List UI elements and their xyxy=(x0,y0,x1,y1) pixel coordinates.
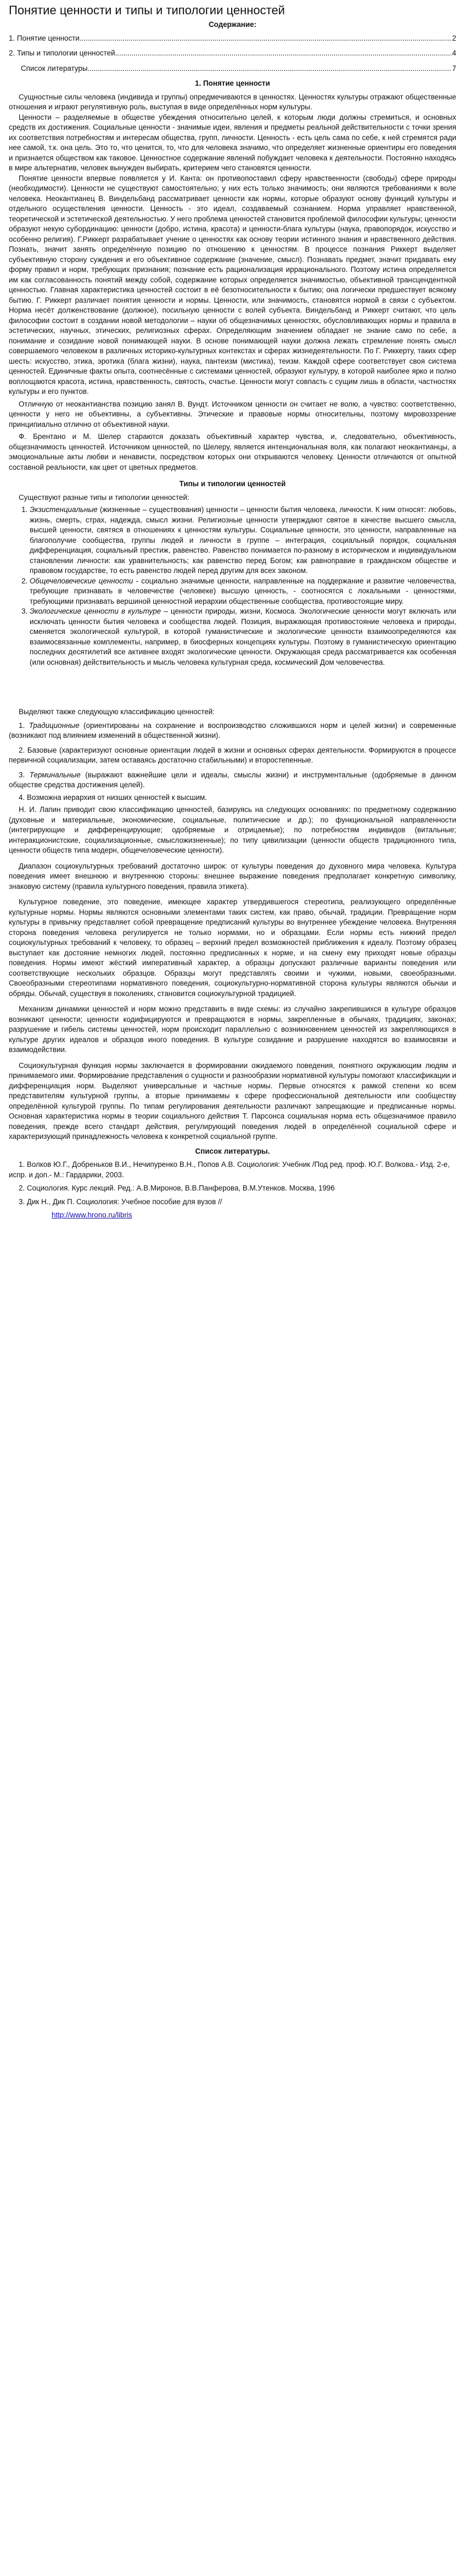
toc-dot-leader xyxy=(80,34,451,44)
literature-item: 2. Социология. Курс лекций. Ред.: А.В.Миронов, В.В.Панферова, В.М.Утенков. Москва, 1996 xyxy=(19,1184,335,1192)
classification-item xyxy=(9,770,456,791)
list-item xyxy=(30,576,456,607)
toc-item-page: 2 xyxy=(452,34,456,42)
item-term: Терминальные xyxy=(29,770,81,779)
item-number: 2. xyxy=(19,745,27,754)
literature-heading: Список литературы. xyxy=(195,1147,270,1155)
paragraph: Отличную от неокантианства позицию занял В. Вундт. Источником ценности он считает не волю, а чувство: соответственно, ценности у него не объективны, а субъективны. Этические и правовые нормы относительны, поэтому мировоззрение принципиально отлично от объективной науки. xyxy=(9,399,456,429)
list-intro: Существуют разные типы и типологии ценностей: xyxy=(19,493,189,502)
toc-item-page: 4 xyxy=(452,49,456,57)
toc-item-label: 2. Типы и типологии ценностей xyxy=(9,49,115,57)
list-item xyxy=(30,505,456,576)
paragraph: 4. Возможна иерархия от низших ценностей к высшим. xyxy=(19,793,207,802)
paragraph: Ф. Брентано и М. Шелер стараются доказать объективный характер чувства, и, следовательно, объективность, общезначимость ценностей. Источником ценностей, по Шелеру, является интенциональная воля, как полагают неокантианцы, а эмоциональные акты любви и ненависти, посредством которых они открываются человеку. Ценности отличаются от опытной составной реальности, как цвет от цветных предметов. xyxy=(9,432,456,471)
literature-item: 3. Дик Н., Дик П. Социология: Учебное пособие для вузов // xyxy=(19,1197,222,1206)
paragraph: Механизм динамики ценностей и норм можно представить в виде схемы: из случайно закрепившихся в культуре образцов возникают ценности; ценности кодифицируются и превращаются в нормы, закрепленные в обычаях, традициях, законах; разрушение и гибель системы ценностей, норм происходит параллельно с возникновением ценностей из закрепляющихся в культуре других идеалов и образцов иного поведения. В культуре созидание и разрушение находятся во взаимосвязи и взаимодействии. xyxy=(9,1005,456,1054)
literature-item: 1. Волков Ю.Г., Добреньков В.И., Нечипуренко В.Н., Попов А.В. Социология: Учебник /Под ред. проф. Ю.Г. Волкова.- Изд. 2-е, испр. и доп.- М.: Гардарики, 2003. xyxy=(9,1160,450,1179)
section-heading: Типы и типологии ценностей xyxy=(179,480,286,488)
item-number: 1. xyxy=(19,721,29,730)
toc-dot-leader xyxy=(88,64,451,74)
paragraph: Культурное поведение, это поведение, имеющее характер утвердившегося стереотипа, реализующего определённые культурные нормы. Нормы являются основными элементами таких систем, как право, обычай, традиции. Превращение норм культуры в привычку представляет собой превращение предписаний культуры во внутреннее убеждение человека. Внутренняя сторона поведения человека регулируется не только нормами, но и образцами. Если нормы есть нижний предел социокультурных требований к человеку, то образец – верхний предел возможностей приближения к идеалу. Поэтому образец выступает как достояние немногих людей, постоянно предписанных к норме, и на смену ему приходят новые образцы поведения. Нормы имеют жёсткий императивный характер, а образцы допускают различные варианты поведения или соответствующие нескольких образцов. Образцы могут представлять своими и чужими, новыми, своеобразными. Своеобразными стереотипами нормативного поведения, социокультурно-нормативной сторона культуры являются обычаи и обряды. Обычай, существуя в поколениях, становится социокультурной традицией. xyxy=(9,898,456,998)
item-term: Традиционные xyxy=(29,721,80,730)
list-item-term: Общечеловеческие ценности xyxy=(30,576,133,585)
item-number: 3. xyxy=(19,770,30,779)
toc-item[interactable] xyxy=(9,34,456,44)
item-text: Базовые (характеризуют основные ориентации людей в жизни и основных сферах деятельности. Формируются в процессе первичной социализации, затем оставаясь достаточно стабильными) и второстепенные. xyxy=(9,745,456,764)
list-item-term: Экологические ценности в культуре xyxy=(30,607,161,615)
paragraph: Сущностные силы человека (индивида и группы) опредмечиваются в ценностях. Ценностях культуры отражают общественные отношения и играют регулятивную роль, выступая в виде определённых норм культуры. xyxy=(9,92,456,111)
list-item-text: (жизненные – существования) ценности – ценности бытия человека, личности. К ним относят: любовь, жизнь, смерть, страх, надежда, смысл жизни. Религиозные ценности утверждают святое в качестве высшего смысла, высшей ценности, святяся в отношениях к ценностям культуры. Социальные ценности, это ценности, направленные на благополучие сообщества, группы людей и личности в группе – интеграция, социальный порядок, социальная дифференциация, социальный престиж, равенство. Равенство понимается по-разному в историческом и индивидуальном становлении личности: как уравнительность; как равенство перед Богом; как равноправие в гражданском обществе и правовом государстве, то есть равенство людей перед другим для всех законом. xyxy=(30,505,456,575)
list-item-text: - социально значимые ценности, направленные на поддержание и развитие человечества, требующие признавать в человечестве (человеке) высшую ценность, - соотносятся с локальными - ценностями, требующими признавать вершиной ценностной иерархии общественные сообщества, противостоящие миру. xyxy=(30,576,456,605)
classification-intro: Выделяют также следующую классификацию ценностей: xyxy=(19,708,215,716)
section-heading: 1. Понятие ценности xyxy=(195,79,270,87)
toc-item[interactable] xyxy=(9,48,456,59)
document-page xyxy=(0,0,465,1229)
item-text: (выражают важнейшие цели и идеалы, смыслы жизни) и инструментальные (одобряемые в данном обществе средства достижения целей). xyxy=(9,770,456,789)
toc-heading: Содержание: xyxy=(209,20,256,29)
list-item xyxy=(30,607,456,667)
classification-item xyxy=(9,745,456,766)
toc-item-label: 1. Понятие ценности xyxy=(9,34,80,42)
paragraph: Диапазон социокультурных требований достаточно широк: от культуры поведения до духовного мира человека. Культура поведения имеет внешнюю и внутреннюю стороны: внешнее выражение поведения предполагает конкретную символику, знаковую систему (правила культурного поведения, правила этикета). xyxy=(9,861,456,891)
types-list xyxy=(9,505,456,667)
item-text: (ориентированы на сохранение и воспроизводство сложившихся норм и целей жизни) и современные (возникают под влиянием изменений в общественной жизни). xyxy=(9,721,457,739)
toc-item-page: 7 xyxy=(452,64,456,73)
literature-link[interactable]: http://www.hrono.ru/libris xyxy=(52,1211,132,1219)
paragraph: Понятие ценности впервые появляется у И. Канта: он противопоставил сферу нравственности (свободы) сфере природы (необходимости). Ценности не существуют самостоятельно; у них есть только значимость; они являются требованиями к воле человека. Неокантианец В. Виндельбанд рассматривает ценности как нормы, которые образуют основу функций культуры и отдельного осуществления ценности. Ценность - это идеал, создаваемый сознанием. Норма управляет нравственной, теоретической и эстетической деятельностью. У него проблема ценностей становится проблемой философии культуры; ценности образуют некую субординацию: ценности (добро, истина, красота) и ценности-блага культуры (наука, правопорядок, искусство и особенно религия). Г.Риккерт разрабатывает учение о ценностях как основу теории истинного знания и нравственного действия. Познать, значит занять определённую позицию по отношению к ценностям. В процессе познания Риккерт выделяет субъективную сторону суждения и его объективное содержание (значение, смысл). Познавать предмет, значит придавать ему форму правил и норм, требующих признания; познание есть рационализация иррационального. Поэтому истина определяется им как согласованность понятий между собой, содержание которых определяется значимостью, объективной трансцендентной ценностью. Главная характеристика ценностей состоит в её безотносительности к бытию; она логически предшествует всякому бытию. Г. Риккерт различает понятия ценности и нормы. Ценности, или значимость, становятся нормой в связи с субъектом. Норма несёт долженствование (должное), посильную ценности с волей субъекта. Виндельбанд и Риккерт считают, что цель философии состоит в создании новой методологии – науки об общезначимых ценностях, обусловливающих нормы и правила в эстетических, научных, этических, религиозных сферах. Определяющим значением обладает не знание само по себе, а понимание и созидание новой понимающей науки. В основе понимающей науки должна лежать стремление понять смысл совершаемого человеком в различных историко-культурных контекстах и сферах жизнедеятельности. По Г. Риккерту, таких сфер шесть: искусство, этика, эротика (блага жизни), наука, пантеизм (мистика), теизм. Каждой сфере соответствует своя система ценностей. Единичные факты опыта, соотнесённые с системами ценностей, образуют культуру, в которой наиболее ярко и полно воплощаются красота, истина, нравственность, святость, счастье. Ценности могут совпасть с сущим лишь в области, частностях культуры и его пунктов. xyxy=(9,174,456,396)
paragraph: Социокультурная функция нормы заключается в формировании ожидаемого поведения, понятного окружающим людям и принимаемого ими. Формирование представления о сущности и разнообразии нормативной культуры помогают классификации и дифференциация норм. Выделяют универсальные и частные нормы. Первые относятся к рамкой степени ко всем представителям культурной группы, а вторые принимаемы к сфере профессиональной деятельности или сообществу определённой культурой группы. По типам регулирования деятельности различают запрещающие и предписанные нормы. Основная характеристика нормы в теории социального действия Т. Парсонса социальная норма есть общезначимое правило поведения, прежде всего стандарт действия, регулирующий поведения людей в определённой социальной сфере и характеризующий принадлежность человека к конкретной социальной группе. xyxy=(9,1061,456,1140)
literature-link-row xyxy=(9,1210,456,1221)
paragraph: Н. И. Лапин приводит свою классификацию ценностей, базируясь на следующих основаниях: по предметному содержанию (духовные и материальные, экономические, социальные, политические и др.); по функциональной направленности (интегрирующие и дифференцирующие; одобряемые и отрицаемые); по потребностям индивидов (витальные; интеракционистские, социализационные, смысложизненные); по типу цивилизации (ценности обществ традиционного типа, ценности обществ типа модерн, общечеловеческие ценности). xyxy=(9,805,456,854)
paragraph: Ценности – разделяемые в обществе убеждения относительно целей, к которым люди должны стремиться, и основных средств их достижения. Социальные ценности - значимые идеи, явления и предметы реальной действительности с точки зрения их соответствия потребностям и интересам общества, групп, личности. Ценность - есть цель сама по себе, к ней стремятся ради нее самой, т.к. она цель. Это то, что ценится, то, что для человека значимо, что определяет жизненные ориентиры его поведения и признается обществом как таковое. Ценностное содержание явлений побуждает человека к деятельности. Постоянно находясь в мире альтернатив, человек вынужден выбирать, критерием чего становятся ценности. xyxy=(9,113,456,172)
toc-item-label: Список литературы xyxy=(21,64,88,73)
toc-dot-leader xyxy=(115,48,451,59)
document-title: Понятие ценности и типы и типологии ценностей xyxy=(9,3,285,17)
toc-item[interactable] xyxy=(9,64,456,74)
list-item-term: Экзистенциальные xyxy=(30,505,98,514)
list-item-text: – ценности природы, жизни, Космоса. Экологические ценности могут включать или исключать ценности бытия человека и сообщества людей. Позиция, выражающая противостояние человека и природы, сменяется экологической культурой, в которой гуманистические и экологические ценности взаимоопределяются как взаимосвязанные комплементы, например, в биосферных концепциях культуры. Поэтому в гуманистическую ориентацию последних десятилетий все активнее входят экологические ценности. Окружающая среда рассматривается как особенная (или основная) действительность и мысль человека культурная среда, космический Дом человечества. xyxy=(30,607,456,666)
classification-item xyxy=(9,721,456,741)
